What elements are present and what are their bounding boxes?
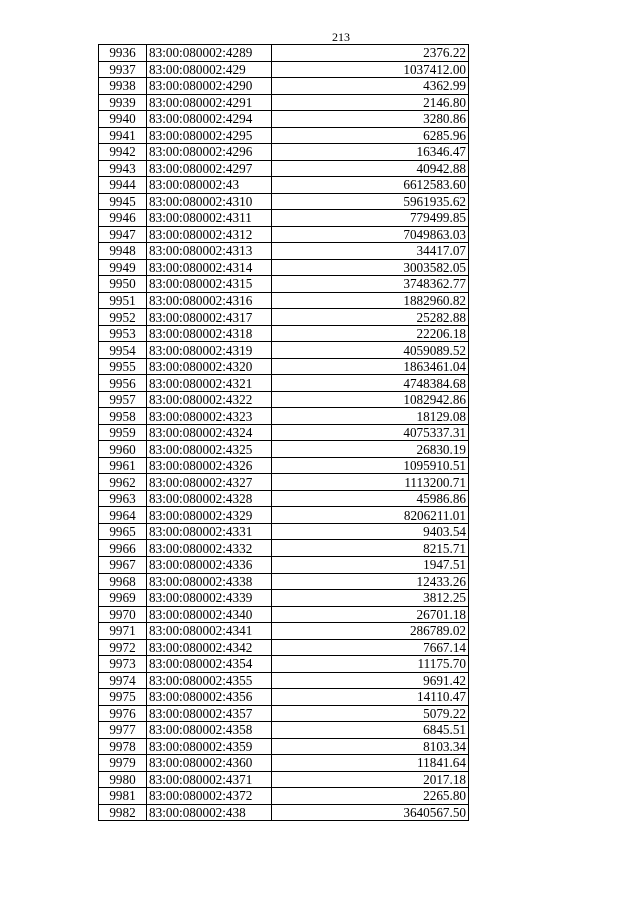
row-number-cell: 9964 bbox=[99, 507, 147, 524]
cadastral-number-cell: 83:00:080002:4321 bbox=[147, 375, 272, 392]
row-number-cell: 9979 bbox=[99, 755, 147, 772]
table-row bbox=[99, 705, 469, 722]
table-row bbox=[99, 606, 469, 623]
row-number-cell: 9947 bbox=[99, 226, 147, 243]
row-number-cell: 9963 bbox=[99, 490, 147, 507]
cadastral-value-cell: 26701.18 bbox=[272, 606, 469, 623]
table-row bbox=[99, 590, 469, 607]
cadastral-value-cell: 5079.22 bbox=[272, 705, 469, 722]
cadastral-number-cell: 83:00:080002:429 bbox=[147, 61, 272, 78]
table-row bbox=[99, 408, 469, 425]
cadastral-value-cell: 7667.14 bbox=[272, 639, 469, 656]
cadastral-number-cell: 83:00:080002:4324 bbox=[147, 424, 272, 441]
table-row bbox=[99, 490, 469, 507]
row-number-cell: 9973 bbox=[99, 656, 147, 673]
cadastral-value-cell: 8206211.01 bbox=[272, 507, 469, 524]
row-number-cell: 9950 bbox=[99, 276, 147, 293]
table-row bbox=[99, 144, 469, 161]
cadastral-number-cell: 83:00:080002:4332 bbox=[147, 540, 272, 557]
table-row bbox=[99, 573, 469, 590]
cadastral-value-cell: 22206.18 bbox=[272, 325, 469, 342]
cadastral-number-cell: 83:00:080002:4310 bbox=[147, 193, 272, 210]
row-number-cell: 9941 bbox=[99, 127, 147, 144]
row-number-cell: 9952 bbox=[99, 309, 147, 326]
row-number-cell: 9939 bbox=[99, 94, 147, 111]
cadastral-number-cell: 83:00:080002:4325 bbox=[147, 441, 272, 458]
cadastral-value-cell: 1882960.82 bbox=[272, 292, 469, 309]
table-body bbox=[99, 45, 469, 821]
table-row bbox=[99, 177, 469, 194]
table-row bbox=[99, 243, 469, 260]
cadastral-value-cell: 2376.22 bbox=[272, 45, 469, 62]
cadastral-value-cell: 2265.80 bbox=[272, 788, 469, 805]
cadastral-number-cell: 83:00:080002:4289 bbox=[147, 45, 272, 62]
cadastral-value-cell: 3280.86 bbox=[272, 111, 469, 128]
table-row bbox=[99, 325, 469, 342]
row-number-cell: 9966 bbox=[99, 540, 147, 557]
cadastral-number-cell: 83:00:080002:4322 bbox=[147, 391, 272, 408]
row-number-cell: 9981 bbox=[99, 788, 147, 805]
row-number-cell: 9943 bbox=[99, 160, 147, 177]
row-number-cell: 9971 bbox=[99, 623, 147, 640]
cadastral-number-cell: 83:00:080002:4336 bbox=[147, 556, 272, 573]
cadastral-value-cell: 2017.18 bbox=[272, 771, 469, 788]
cadastral-value-cell: 1113200.71 bbox=[272, 474, 469, 491]
row-number-cell: 9959 bbox=[99, 424, 147, 441]
row-number-cell: 9962 bbox=[99, 474, 147, 491]
cadastral-number-cell: 83:00:080002:4358 bbox=[147, 722, 272, 739]
row-number-cell: 9967 bbox=[99, 556, 147, 573]
cadastral-value-cell: 5961935.62 bbox=[272, 193, 469, 210]
table-row bbox=[99, 656, 469, 673]
cadastral-number-cell: 83:00:080002:4312 bbox=[147, 226, 272, 243]
table-row bbox=[99, 722, 469, 739]
table-row bbox=[99, 391, 469, 408]
cadastral-number-cell: 83:00:080002:4317 bbox=[147, 309, 272, 326]
cadastral-value-cell: 6612583.60 bbox=[272, 177, 469, 194]
table-row bbox=[99, 556, 469, 573]
row-number-cell: 9976 bbox=[99, 705, 147, 722]
table-row bbox=[99, 226, 469, 243]
cadastral-value-cell: 8215.71 bbox=[272, 540, 469, 557]
cadastral-number-cell: 83:00:080002:4327 bbox=[147, 474, 272, 491]
cadastral-number-cell: 83:00:080002:4291 bbox=[147, 94, 272, 111]
table-row bbox=[99, 259, 469, 276]
cadastral-value-cell: 26830.19 bbox=[272, 441, 469, 458]
cadastral-value-cell: 7049863.03 bbox=[272, 226, 469, 243]
cadastral-value-cell: 1947.51 bbox=[272, 556, 469, 573]
table-row bbox=[99, 507, 469, 524]
cadastral-value-cell: 34417.07 bbox=[272, 243, 469, 260]
cadastral-value-cell: 3748362.77 bbox=[272, 276, 469, 293]
cadastral-number-cell: 83:00:080002:4331 bbox=[147, 523, 272, 540]
cadastral-value-cell: 3812.25 bbox=[272, 590, 469, 607]
table-row bbox=[99, 540, 469, 557]
cadastral-value-cell: 14110.47 bbox=[272, 689, 469, 706]
row-number-cell: 9944 bbox=[99, 177, 147, 194]
cadastral-value-cell: 45986.86 bbox=[272, 490, 469, 507]
cadastral-number-cell: 83:00:080002:4355 bbox=[147, 672, 272, 689]
row-number-cell: 9960 bbox=[99, 441, 147, 458]
table-row bbox=[99, 771, 469, 788]
cadastral-number-cell: 83:00:080002:4342 bbox=[147, 639, 272, 656]
cadastral-number-cell: 83:00:080002:4311 bbox=[147, 210, 272, 227]
cadastral-value-cell: 25282.88 bbox=[272, 309, 469, 326]
row-number-cell: 9954 bbox=[99, 342, 147, 359]
row-number-cell: 9957 bbox=[99, 391, 147, 408]
cadastral-value-cell: 11841.64 bbox=[272, 755, 469, 772]
row-number-cell: 9945 bbox=[99, 193, 147, 210]
row-number-cell: 9972 bbox=[99, 639, 147, 656]
table-row bbox=[99, 94, 469, 111]
table-row bbox=[99, 127, 469, 144]
table-row bbox=[99, 292, 469, 309]
cadastral-value-cell: 4748384.68 bbox=[272, 375, 469, 392]
cadastral-number-cell: 83:00:080002:4294 bbox=[147, 111, 272, 128]
cadastral-number-cell: 83:00:080002:4295 bbox=[147, 127, 272, 144]
row-number-cell: 9958 bbox=[99, 408, 147, 425]
cadastral-number-cell: 83:00:080002:4323 bbox=[147, 408, 272, 425]
row-number-cell: 9956 bbox=[99, 375, 147, 392]
row-number-cell: 9974 bbox=[99, 672, 147, 689]
cadastral-number-cell: 83:00:080002:4296 bbox=[147, 144, 272, 161]
table-row bbox=[99, 755, 469, 772]
cadastral-number-cell: 83:00:080002:4297 bbox=[147, 160, 272, 177]
row-number-cell: 9949 bbox=[99, 259, 147, 276]
page-number: 213 bbox=[332, 30, 350, 44]
cadastral-value-cell: 9691.42 bbox=[272, 672, 469, 689]
cadastral-value-cell: 1037412.00 bbox=[272, 61, 469, 78]
row-number-cell: 9980 bbox=[99, 771, 147, 788]
table-row bbox=[99, 788, 469, 805]
cadastral-number-cell: 83:00:080002:4341 bbox=[147, 623, 272, 640]
cadastral-number-cell: 83:00:080002:43 bbox=[147, 177, 272, 194]
cadastral-value-cell: 1095910.51 bbox=[272, 457, 469, 474]
cadastral-value-cell: 6285.96 bbox=[272, 127, 469, 144]
table-row bbox=[99, 441, 469, 458]
row-number-cell: 9961 bbox=[99, 457, 147, 474]
row-number-cell: 9940 bbox=[99, 111, 147, 128]
table-row bbox=[99, 111, 469, 128]
row-number-cell: 9955 bbox=[99, 358, 147, 375]
cadastral-number-cell: 83:00:080002:4290 bbox=[147, 78, 272, 95]
table-row bbox=[99, 193, 469, 210]
table-row bbox=[99, 623, 469, 640]
row-number-cell: 9946 bbox=[99, 210, 147, 227]
table-row bbox=[99, 672, 469, 689]
row-number-cell: 9975 bbox=[99, 689, 147, 706]
cadastral-value-cell: 779499.85 bbox=[272, 210, 469, 227]
cadastral-number-cell: 83:00:080002:4318 bbox=[147, 325, 272, 342]
row-number-cell: 9978 bbox=[99, 738, 147, 755]
cadastral-value-cell: 4059089.52 bbox=[272, 342, 469, 359]
cadastral-number-cell: 83:00:080002:438 bbox=[147, 804, 272, 821]
cadastral-value-cell: 12433.26 bbox=[272, 573, 469, 590]
row-number-cell: 9942 bbox=[99, 144, 147, 161]
cadastral-value-cell: 11175.70 bbox=[272, 656, 469, 673]
cadastral-value-cell: 9403.54 bbox=[272, 523, 469, 540]
table-row bbox=[99, 523, 469, 540]
cadastral-number-cell: 83:00:080002:4316 bbox=[147, 292, 272, 309]
row-number-cell: 9977 bbox=[99, 722, 147, 739]
cadastral-value-cell: 4362.99 bbox=[272, 78, 469, 95]
cadastral-number-cell: 83:00:080002:4340 bbox=[147, 606, 272, 623]
cadastral-value-cell: 3003582.05 bbox=[272, 259, 469, 276]
cadastral-number-cell: 83:00:080002:4319 bbox=[147, 342, 272, 359]
row-number-cell: 9965 bbox=[99, 523, 147, 540]
row-number-cell: 9938 bbox=[99, 78, 147, 95]
row-number-cell: 9948 bbox=[99, 243, 147, 260]
table-row bbox=[99, 45, 469, 62]
cadastral-number-cell: 83:00:080002:4326 bbox=[147, 457, 272, 474]
cadastral-value-cell: 4075337.31 bbox=[272, 424, 469, 441]
table-row bbox=[99, 457, 469, 474]
row-number-cell: 9936 bbox=[99, 45, 147, 62]
cadastral-value-cell: 286789.02 bbox=[272, 623, 469, 640]
cadastral-number-cell: 83:00:080002:4313 bbox=[147, 243, 272, 260]
row-number-cell: 9937 bbox=[99, 61, 147, 78]
cadastral-number-cell: 83:00:080002:4320 bbox=[147, 358, 272, 375]
cadastral-value-cell: 16346.47 bbox=[272, 144, 469, 161]
row-number-cell: 9969 bbox=[99, 590, 147, 607]
table-row bbox=[99, 738, 469, 755]
table-row bbox=[99, 160, 469, 177]
table-row bbox=[99, 639, 469, 656]
table-row bbox=[99, 61, 469, 78]
cadastral-number-cell: 83:00:080002:4338 bbox=[147, 573, 272, 590]
table-row bbox=[99, 276, 469, 293]
cadastral-number-cell: 83:00:080002:4314 bbox=[147, 259, 272, 276]
cadastral-number-cell: 83:00:080002:4315 bbox=[147, 276, 272, 293]
table-row bbox=[99, 804, 469, 821]
cadastral-number-cell: 83:00:080002:4372 bbox=[147, 788, 272, 805]
table-row bbox=[99, 689, 469, 706]
table-row bbox=[99, 424, 469, 441]
table-row bbox=[99, 375, 469, 392]
cadastral-value-cell: 8103.34 bbox=[272, 738, 469, 755]
row-number-cell: 9951 bbox=[99, 292, 147, 309]
cadastral-value-cell: 40942.88 bbox=[272, 160, 469, 177]
row-number-cell: 9982 bbox=[99, 804, 147, 821]
cadastral-number-cell: 83:00:080002:4339 bbox=[147, 590, 272, 607]
row-number-cell: 9970 bbox=[99, 606, 147, 623]
cadastral-value-cell: 1082942.86 bbox=[272, 391, 469, 408]
cadastral-number-cell: 83:00:080002:4359 bbox=[147, 738, 272, 755]
row-number-cell: 9953 bbox=[99, 325, 147, 342]
table-row bbox=[99, 78, 469, 95]
table-row bbox=[99, 309, 469, 326]
cadastral-value-cell: 1863461.04 bbox=[272, 358, 469, 375]
cadastral-value-cell: 18129.08 bbox=[272, 408, 469, 425]
cadastral-number-cell: 83:00:080002:4357 bbox=[147, 705, 272, 722]
cadastral-value-table bbox=[98, 44, 469, 821]
cadastral-number-cell: 83:00:080002:4329 bbox=[147, 507, 272, 524]
cadastral-number-cell: 83:00:080002:4356 bbox=[147, 689, 272, 706]
cadastral-value-cell: 6845.51 bbox=[272, 722, 469, 739]
table-row bbox=[99, 342, 469, 359]
table-row bbox=[99, 210, 469, 227]
cadastral-value-cell: 3640567.50 bbox=[272, 804, 469, 821]
cadastral-number-cell: 83:00:080002:4371 bbox=[147, 771, 272, 788]
table-row bbox=[99, 358, 469, 375]
cadastral-number-cell: 83:00:080002:4360 bbox=[147, 755, 272, 772]
row-number-cell: 9968 bbox=[99, 573, 147, 590]
table-row bbox=[99, 474, 469, 491]
cadastral-number-cell: 83:00:080002:4354 bbox=[147, 656, 272, 673]
cadastral-value-cell: 2146.80 bbox=[272, 94, 469, 111]
cadastral-number-cell: 83:00:080002:4328 bbox=[147, 490, 272, 507]
